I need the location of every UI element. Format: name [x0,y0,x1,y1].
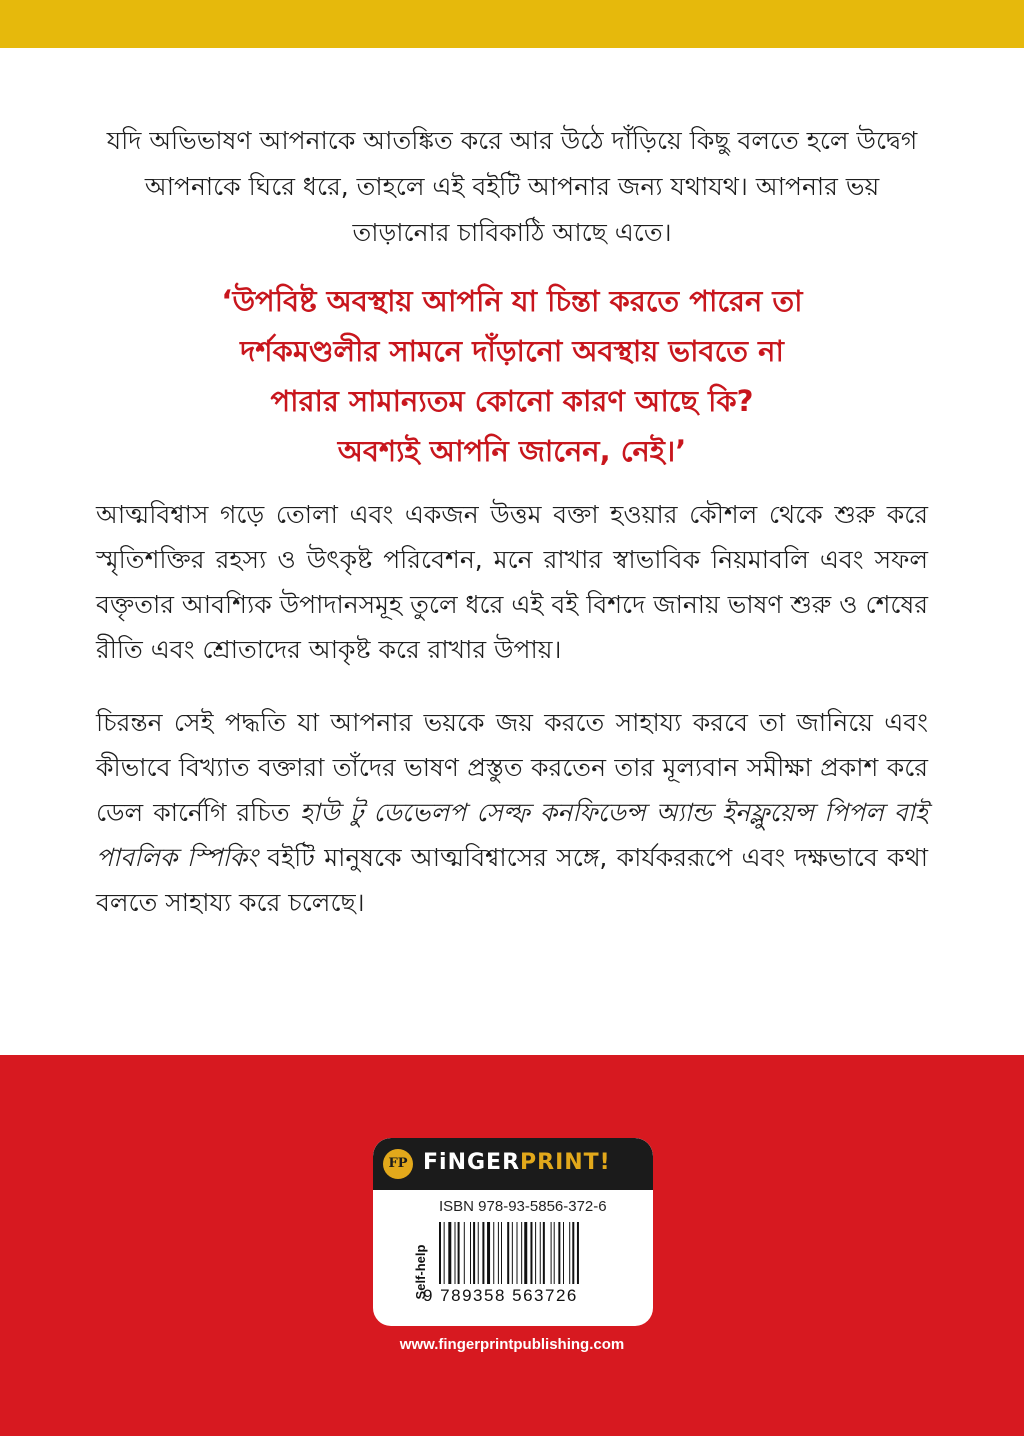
publisher-website: www.fingerprintpublishing.com [399,1336,625,1353]
back-cover-text [96,118,928,925]
barcode-bar [535,1222,536,1284]
barcode-bar [493,1222,494,1284]
quote-line: পারার সামান্যতম কোনো কারণ আছে কি? [270,384,754,418]
barcode-bar [540,1222,541,1284]
barcode-bar [569,1222,570,1284]
body-text: বইটি মানুষকে আত্মবিশ্বাসের সঙ্গে, কার্যকররূপে এবং দক্ষভাবে কথা বলতে সাহায্য করে চলেছে। [96,843,928,917]
publisher-name [423,1150,611,1175]
body-paragraph-1: আত্মবিশ্বাস গড়ে তোলা এবং একজন উত্তম বক্তা হওয়ার কৌশল থেকে শুরু করে স্মৃতিশক্তির রহস্য ও উৎকৃষ্ট পরিবেশন, মনে রাখার স্বাভাবিক নিয়মাবলি এবং সফল বক্তৃতার আবশ্যিক উপাদানসমূহ তুলে ধরে এই বই বিশদে জানায় ভাষণ শুরু ও শেষের রীতি এবং শ্রোতাদের আকৃষ্ট করে রাখার উপায়। [96,500,928,664]
barcode-bar [501,1222,502,1284]
publisher-name-part: FiNGER [423,1150,521,1175]
publisher-name-part: PRINT! [520,1150,611,1175]
genre-label: Self-help [413,1244,428,1300]
barcode-digits: 9 789358 563726 [423,1286,578,1305]
quote-line: ‘উপবিষ্ট অবস্থায় আপনি যা চিন্তা করতে পারেন তা [221,284,803,318]
barcode-bar [517,1222,518,1284]
barcode-bar [470,1222,471,1284]
barcode-bar [524,1222,527,1284]
barcode-bar [512,1222,513,1284]
barcode-bar [487,1222,490,1284]
book-title: হাউ টু ডেভেলপ সেল্ফ কনফিডেন্স অ্যান্ড ইনফ্লুয়েন্স পিপল বাই পাবলিক স্পিকিং [96,798,928,872]
barcode-bar [458,1222,460,1284]
quote-line: দর্শকমণ্ডলীর সামনে দাঁড়ানো অবস্থায় ভাবতে না [240,334,784,368]
barcode-bar [482,1222,484,1284]
barcode-bar [558,1222,560,1284]
quote-line: অবশ্যই আপনি জানেন, নেই।’ [337,434,687,468]
barcode-bar [498,1222,499,1284]
barcode-bar [563,1222,564,1284]
body-paragraph-2 [96,700,928,925]
barcode-bar [455,1222,456,1284]
isbn-badge [373,1138,653,1326]
barcode-bar [551,1222,552,1284]
barcode-bar [478,1222,479,1284]
barcode-bar [530,1222,532,1284]
barcode-bar [521,1222,522,1284]
top-color-band [0,0,1024,48]
barcode [439,1222,635,1284]
barcode-bar [448,1222,451,1284]
isbn-label: ISBN 978-93-5856-372-6 [439,1198,607,1215]
body-text: চিরন্তন সেই পদ্ধতি যা আপনার ভয়কে জয় করতে সাহায্য করবে তা জানিয়ে এবং কীভাবে বিখ্যাত বক্তারা তাঁদের ভাষণ প্রস্তুত করতেন তার মূল্যবান সমীক্ষা প্রকাশ করে ডেল কার্নেগি রচিত [96,708,928,827]
publisher-logo [373,1138,653,1190]
barcode-bar [572,1222,574,1284]
intro-paragraph: যদি অভিভাষণ আপনাকে আতঙ্কিত করে আর উঠে দাঁড়িয়ে কিছু বলতে হলে উদ্বেগ আপনাকে ঘিরে ধরে, তাহলে এই বইটি আপনার জন্য যথাযথ। আপনার ভয় তাড়ানোর চাবিকাঠি আছে এতে। [106,126,918,247]
barcode-bar [543,1222,545,1284]
barcode-bar [464,1222,465,1284]
barcode-bar [507,1222,509,1284]
highlight-quote [96,276,928,476]
barcode-bar [554,1222,555,1284]
barcode-bar [444,1222,445,1284]
barcode-bar [439,1222,441,1284]
barcode-bar [473,1222,475,1284]
barcode-bar [577,1222,579,1284]
fingerprint-logo-icon: FP [383,1149,413,1179]
